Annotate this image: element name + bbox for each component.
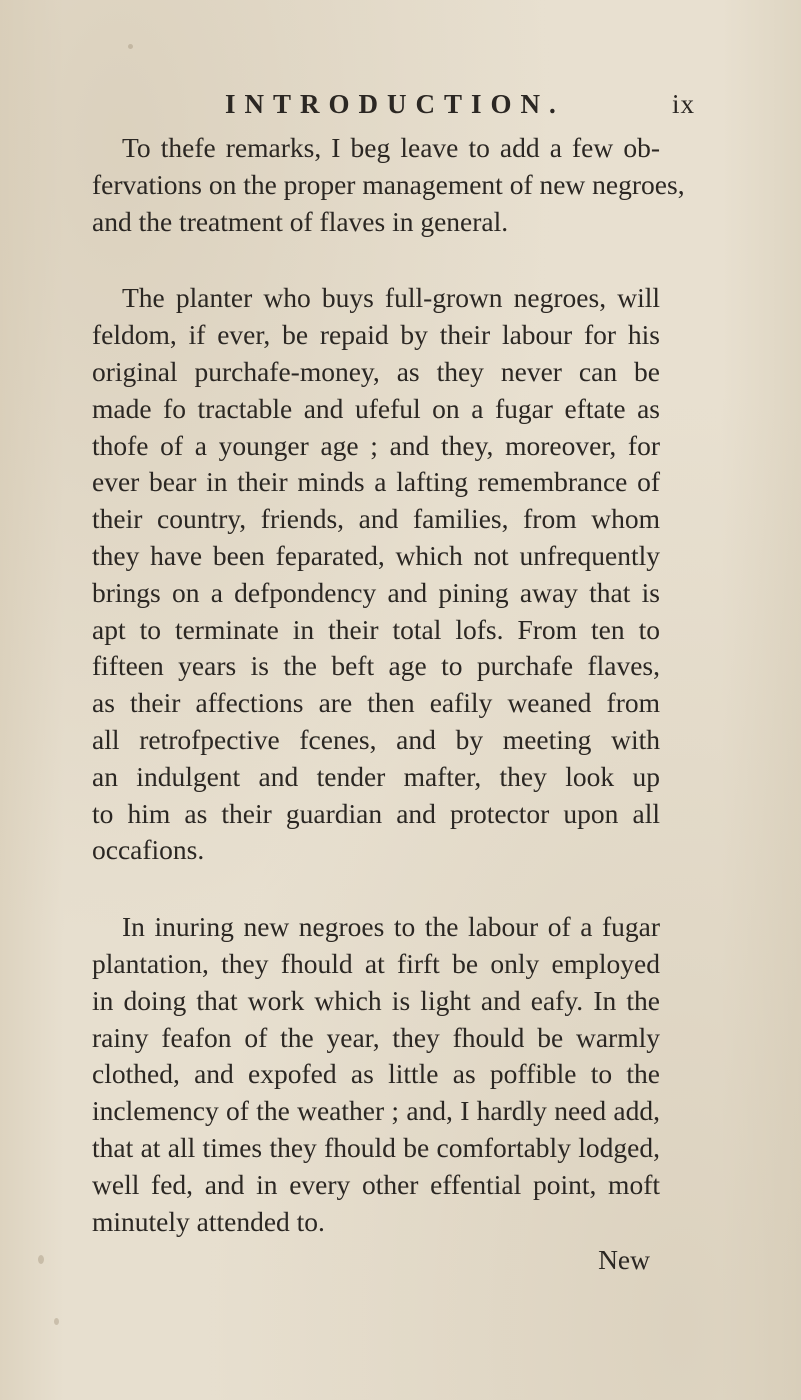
text-line: as their affections are then eafily weaned from [92,687,660,719]
text-line: original purchafe-money, as they never can be [92,355,660,387]
text-line: ever bear in their minds a lafting remembrance of [92,466,660,498]
text-line: clothed, and expofed as little as poffible to the [92,1058,660,1090]
text-line: fifteen years is the beft age to purchafe flaves, [92,650,660,682]
body-text [92,130,685,1279]
catchword: New [598,1244,650,1276]
text-line: To thefe remarks, I beg leave to add a few ob- [122,132,660,163]
running-title: INTRODUCTION. [225,89,565,119]
text-line: to him as their guardian and protector upon all [92,797,660,829]
text-line: plantation, they fhould at firft be only employed [92,947,660,979]
text-line: an indulgent and tender mafter, they look up [92,760,660,792]
text-line: and the treatment of flaves in general. [92,205,509,237]
text-line: In inuring new negroes to the labour of a fugar [122,911,660,943]
text-line: feldom, if ever, be repaid by their labour for his [92,319,660,351]
text-line: well fed, and in every other effential point, moft [92,1168,660,1200]
paragraph-1 [92,130,685,240]
text-line: all retrofpective fcenes, and by meeting with [92,723,660,755]
text-line: rainy feafon of the year, they fhould be warmly [92,1021,660,1053]
paper-speck [128,44,133,49]
text-line: that at all times they fhould be comfortably lodged, [92,1131,660,1163]
text-line: in doing that work which is light and eafy. In the [92,984,660,1016]
paragraph-gap [92,869,660,909]
text-line: brings on a defpondency and pining away that is [92,576,660,608]
text-line: fervations on the proper management of new negroes, [92,168,685,200]
text-line: they have been feparated, which not unfrequently [92,539,660,571]
paragraph-3 [92,909,660,1240]
paper-speck [38,1255,44,1264]
text-line: thofe of a younger age ; and they, moreover, for [92,429,660,461]
paragraph-gap [92,240,660,280]
text-line: made fo tractable and ufeful on a fugar eftate as [92,392,660,424]
text-line: their country, friends, and families, from whom [92,503,660,535]
paper-speck [54,1318,59,1325]
text-line: occafions. [92,834,205,866]
text-line: apt to terminate in their total lofs. From ten to [92,613,660,645]
text-line: minutely attended to. [92,1205,325,1237]
text-line: inclemency of the weather ; and, I hardly need add, [92,1095,660,1127]
paragraph-2 [92,280,660,869]
running-header [225,86,695,122]
page-number: ix [671,89,695,119]
text-line: The planter who buys full-grown negroes, will [122,282,660,314]
